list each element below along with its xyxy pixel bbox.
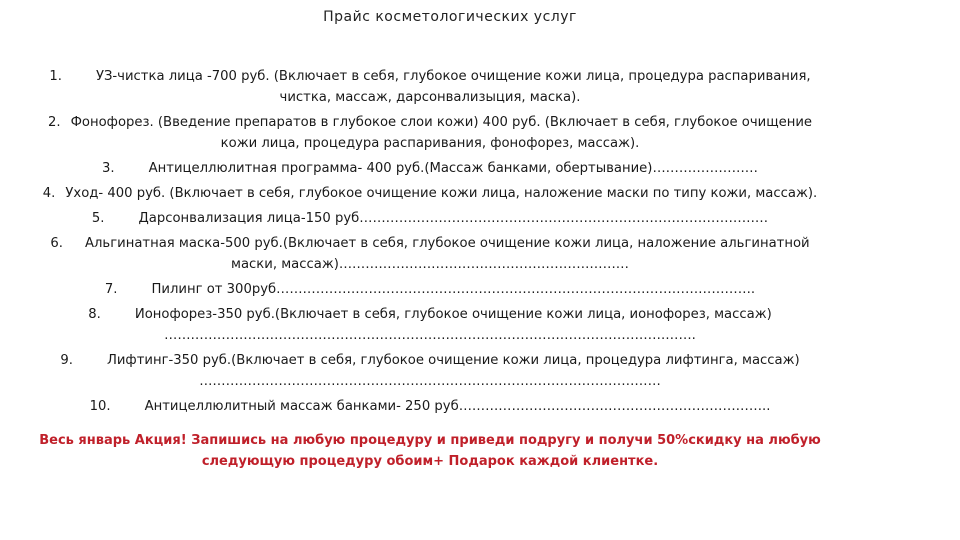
item-number: 7. (104, 282, 118, 297)
promo-text: Весь январь Акция! Запишись на любую процедуру и приведи подругу и получи 50%скидку на любую следующую процедуру обоим+ Подарок каждой клиентке. (39, 433, 821, 469)
item-text: Альгинатная маска-500 руб.(Включает в себя, глубокое очищение кожи лица, наложение альгинатной маски, массаж)………………………………………………………… (84, 236, 810, 272)
item-number: 6. (50, 236, 63, 251)
item-number: 9. (60, 353, 73, 368)
price-list (30, 66, 830, 421)
item-number: 1. (49, 69, 62, 84)
item-text: Пилинг от 300руб………………………………………………………………………………………………. (151, 282, 756, 297)
item-text: Антицеллюлитный массаж банками- 250 руб…………………………………………………………….. (144, 399, 771, 414)
item-number: 5. (91, 211, 105, 226)
list-item (30, 112, 830, 154)
page-title: Прайс косметологических услуг (323, 9, 577, 25)
item-number: 10. (89, 399, 111, 414)
list-item (30, 158, 830, 179)
list-item (30, 304, 830, 346)
item-text: Ионофорез-350 руб.(Включает в себя, глубокое очищение кожи лица, ионофорез, массаж) …………………………………………………………………………………………………………. (134, 307, 772, 343)
list-item (30, 396, 830, 417)
item-text: Дарсонвализация лица-150 руб………………………………………………………………………………… (138, 211, 769, 226)
list-item (30, 183, 830, 204)
list-item (30, 279, 830, 300)
item-text: Лифтинг-350 руб.(Включает в себя, глубокое очищение кожи лица, процедура лифтинга, массаж) …………………………………………………………………………………………… (106, 353, 800, 389)
item-text: Антицеллюлитная программа- 400 руб.(Массаж банками, обертывание)…………………… (148, 161, 758, 176)
item-text: Уход- 400 руб. (Включает в себя, глубокое очищение кожи лица, наложение маски по типу кожи, массаж). (65, 186, 818, 201)
item-number: 8. (88, 307, 101, 322)
item-number: 4. (42, 186, 56, 201)
item-text: УЗ-чистка лица -700 руб. (Включает в себя, глубокое очищение кожи лица, процедура распаривания, чистка, массаж, дарсонвализыция, маска). (95, 69, 811, 105)
list-item (30, 350, 830, 392)
item-text: Фонофорез. (Введение препаратов в глубокое слои кожи) 400 руб. (Включает в себя, глубокое очищение кожи лица, процедура распаривания, фонофорез, массаж). (70, 115, 813, 151)
item-number: 3. (102, 161, 115, 176)
list-item (30, 66, 830, 108)
list-item (30, 208, 830, 229)
list-item (30, 233, 830, 275)
item-number: 2. (47, 115, 61, 130)
